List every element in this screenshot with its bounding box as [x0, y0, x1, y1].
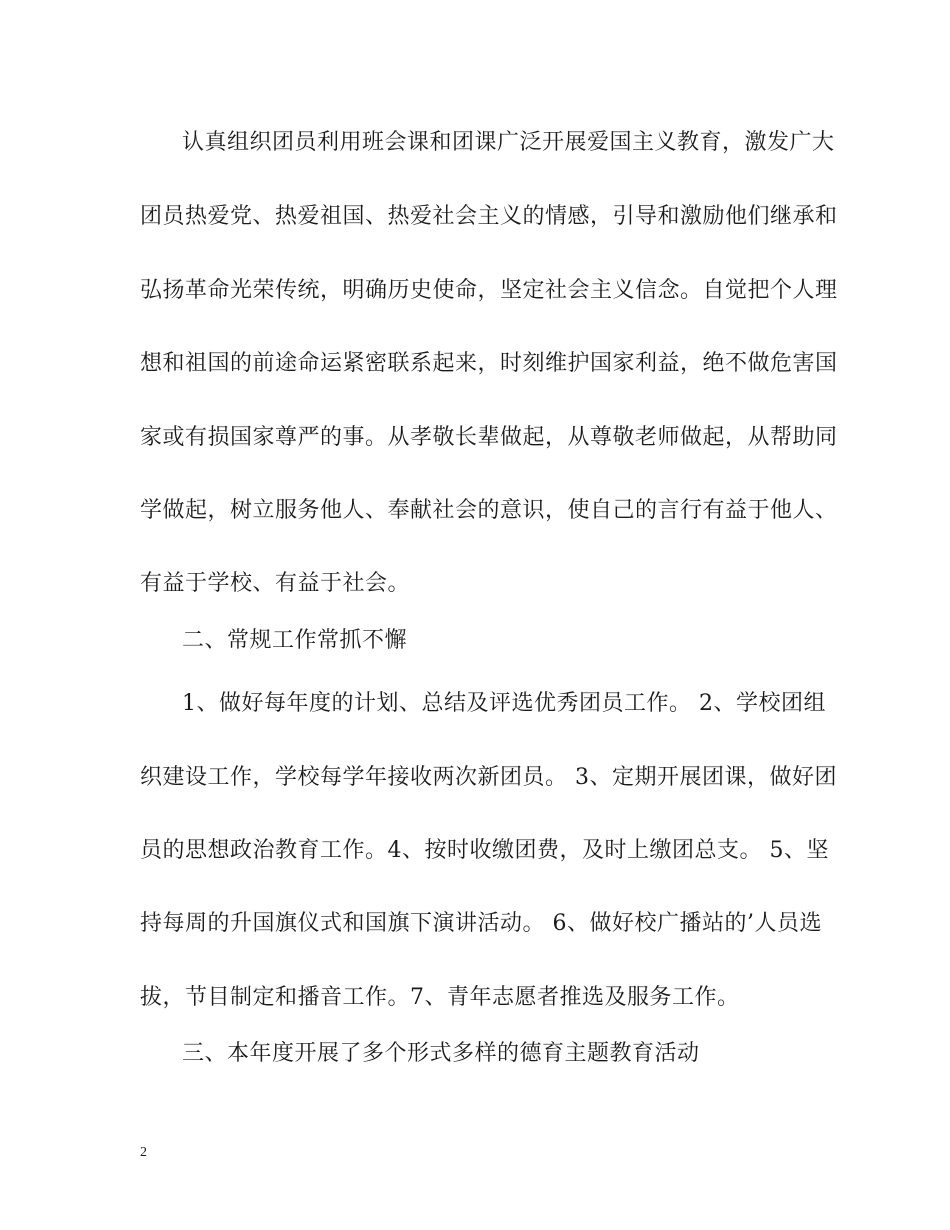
paragraph-line: 团员热爱党、热爱祖国、热爱社会主义的情感，引导和激励他们继承和: [140, 204, 838, 229]
paragraph-line: 学做起，树立服务他人、奉献社会的意识，使自己的言行有益于他人、: [140, 498, 838, 523]
page-number: 2: [140, 1145, 147, 1160]
section-heading: 三、本年度开展了多个形式多样的德育主题教育活动: [182, 1041, 700, 1066]
paragraph-line: 认真组织团员利用班会课和团课广泛开展爱国主义教育，激发广大: [182, 130, 835, 155]
paragraph-line: 有益于学校、有益于社会。: [140, 571, 411, 596]
section-heading: 二、常规工作常抓不懈: [182, 628, 408, 653]
paragraph-line: 1、做好每年度的计划、总结及评选优秀团员工作。 2、学校团组: [182, 691, 826, 716]
paragraph-line: 弘扬革命光荣传统，明确历史使命，坚定社会主义信念。自觉把个人理: [140, 278, 838, 303]
paragraph-line: 持每周的升国旗仪式和国旗下演讲活动。 6、做好校广播站的’人员选: [140, 911, 822, 936]
paragraph-line: 拔，节目制定和播音工作。7、青年志愿者推选及服务工作。: [140, 985, 740, 1010]
paragraph-line: 员的思想政治教育工作。4、按时收缴团费，及时上缴团总支。 5、坚: [140, 838, 829, 863]
paragraph-line: 家或有损国家尊严的事。从孝敬长辈做起，从尊敬老师做起，从帮助同: [140, 425, 838, 450]
paragraph-line: 想和祖国的前途命运紧密联系起来，时刻维护国家利益，绝不做危害国: [140, 351, 838, 376]
paragraph-line: 织建设工作，学校每学年接收两次新团员。 3、定期开展团课，做好团: [140, 765, 837, 790]
